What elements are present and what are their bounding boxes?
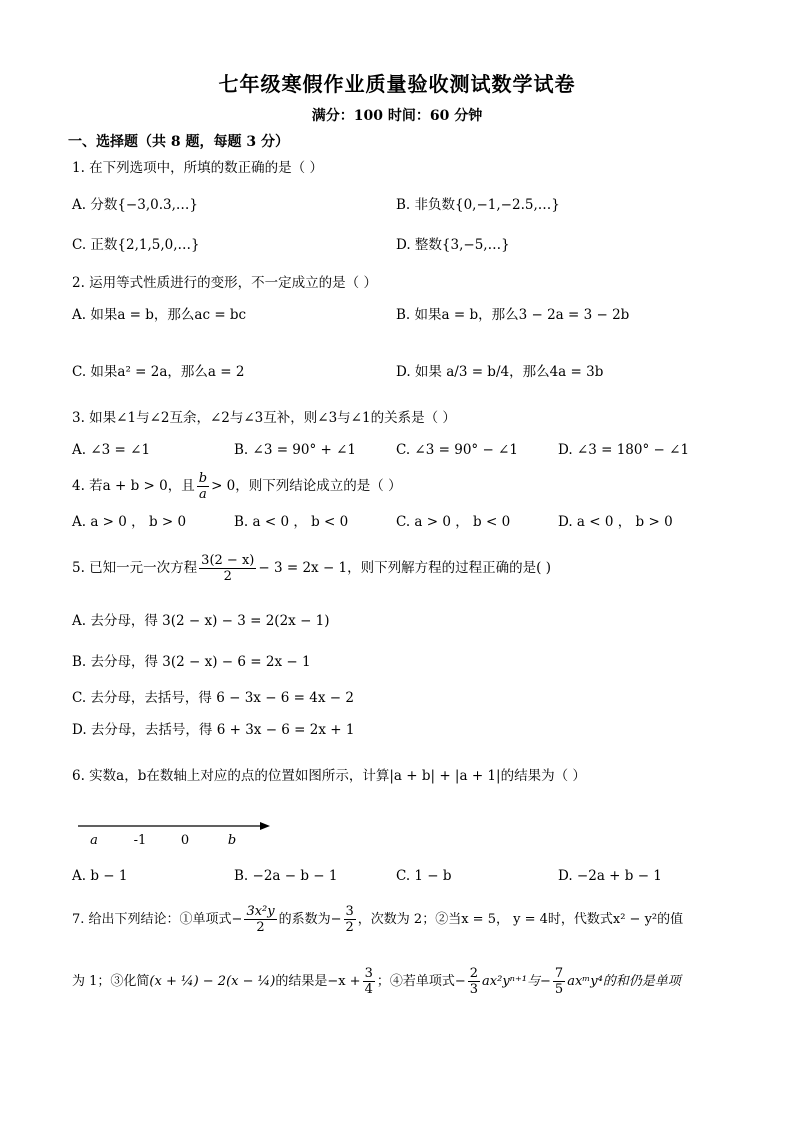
q7-l1-a: 7. 给出下列结论：①单项式−: [72, 912, 243, 927]
question-7-line-2: [72, 962, 681, 1002]
number-line-figure: [74, 812, 278, 852]
q7-l2-b: 的结果是−x +: [275, 974, 361, 989]
q7-l1-frac1-den: 2: [256, 920, 265, 935]
question-5-fraction-numerator: 3(2 − x): [201, 553, 255, 568]
question-6-option-b: B. −2a − b − 1: [234, 868, 338, 884]
q7-l2-frac2-num: 2: [469, 966, 479, 981]
question-5-fraction-denominator: 2: [223, 569, 232, 584]
question-6-option-a: A. b − 1: [72, 868, 128, 884]
question-6-stem: 6. 实数a，b在数轴上对应的点的位置如图所示，计算|a + b| + |a + 1|的结果为（ ）: [72, 768, 586, 784]
question-4-fraction-tail: > 0: [211, 478, 236, 494]
question-1-option-d: D. 整数{3,−5,…}: [396, 237, 510, 253]
q7-l1-frac1-num: 3x²y: [246, 904, 275, 919]
q7-l2-frac3: [553, 966, 565, 997]
page-title: 七年级寒假作业质量验收测试数学试卷: [218, 72, 576, 96]
question-5-stem-post: ，则下列解方程的过程正确的是( ): [347, 560, 551, 576]
question-1-option-b: B. 非负数{0,−1,−2.5,…}: [396, 197, 560, 213]
question-4-fraction-denominator: a: [199, 487, 207, 502]
q7-l2-a: 为 1；③化简: [72, 974, 150, 989]
question-2-option-d: D. 如果 a/3 = b/4，那么4a = 3b: [396, 364, 604, 380]
question-5-equation-tail: − 3 = 2x − 1: [258, 560, 348, 576]
question-4-stem: [72, 468, 402, 504]
question-5-stem: [72, 550, 551, 586]
axis-label-minus-one: -1: [133, 833, 147, 848]
question-4-option-b: B. a < 0 ， b < 0: [234, 514, 349, 530]
question-4-stem-pre: 4. 若a + b > 0，且: [72, 478, 195, 494]
q7-l1-frac2: [344, 904, 356, 935]
question-3-option-b: B. ∠3 = 90° + ∠1: [234, 442, 357, 458]
section-heading: 一、选择题（共 8 题，每题 3 分）: [68, 134, 289, 150]
q7-l2-e: axᵐy⁴的和仍是单项: [567, 974, 681, 989]
question-2-stem: 2. 运用等式性质进行的变形，不一定成立的是（ ）: [72, 275, 377, 291]
q7-l2-c: ；④若单项式−: [376, 974, 466, 989]
question-6-option-d: D. −2a + b − 1: [558, 868, 662, 884]
exam-meta: 满分：100 时间：60 分钟: [311, 108, 483, 124]
axis-label-a: a: [90, 833, 98, 848]
question-7-line-1: [72, 900, 683, 940]
question-4-fraction: [197, 471, 209, 502]
question-1-option-a: A. 分数{−3,0.3,…}: [72, 197, 198, 213]
q7-l2-expr1: (x + ¼) − 2(x − ¼): [149, 974, 276, 989]
q7-l2-frac3-den: 5: [554, 982, 564, 997]
q7-l2-frac1-den: 4: [364, 982, 373, 997]
question-4-stem-post: ，则下列结论成立的是（ ）: [235, 478, 402, 494]
q7-l1-frac2-den: 2: [345, 920, 354, 935]
q7-l1-frac1: [244, 904, 276, 935]
q7-l2-frac1: [363, 966, 375, 997]
question-3-option-d: D. ∠3 = 180° − ∠1: [558, 442, 690, 458]
question-5-option-a: A. 去分母，得 3(2 − x) − 3 = 2(2x − 1): [72, 613, 330, 629]
q7-l2-frac2: [468, 966, 480, 997]
question-3-option-a: A. ∠3 = ∠1: [72, 442, 151, 458]
q7-l1-c: ，次数为 2；②当x = 5， y = 4时，代数式x² − y²的值: [357, 912, 684, 927]
question-4-option-c: C. a > 0 ， b < 0: [396, 514, 511, 530]
q7-l1-frac2-num: 3: [345, 904, 354, 919]
q7-l2-frac3-num: 7: [554, 966, 564, 981]
question-4-option-a: A. a > 0 ， b > 0: [72, 514, 187, 530]
question-3-option-c: C. ∠3 = 90° − ∠1: [396, 442, 518, 458]
question-2-option-b: B. 如果a = b，那么3 − 2a = 3 − 2b: [396, 307, 630, 323]
question-1-stem: 1. 在下列选项中，所填的数正确的是（ ）: [72, 160, 323, 176]
question-5-option-b: B. 去分母，得 3(2 − x) − 6 = 2x − 1: [72, 654, 311, 670]
question-5-stem-pre: 5. 已知一元一次方程: [72, 560, 198, 576]
question-2-option-c: C. 如果a² = 2a，那么a = 2: [72, 364, 245, 380]
question-4-option-d: D. a < 0 ， b > 0: [558, 514, 673, 530]
question-3-stem: 3. 如果∠1与∠2互余，∠2与∠3互补，则∠3与∠1的关系是（ ）: [72, 410, 456, 426]
question-6-option-c: C. 1 − b: [396, 868, 452, 884]
question-4-fraction-numerator: b: [198, 471, 208, 486]
question-5-option-d: D. 去分母，去括号，得 6 + 3x − 6 = 2x + 1: [72, 722, 355, 738]
question-5-option-c: C. 去分母，去括号，得 6 − 3x − 6 = 4x − 2: [72, 690, 354, 706]
question-1-option-c: C. 正数{2,1,5,0,…}: [72, 237, 200, 253]
q7-l1-b: 的系数为−: [278, 912, 342, 927]
axis-label-zero: 0: [180, 833, 190, 848]
question-5-fraction: [199, 553, 256, 584]
q7-l2-d: ax²yⁿ⁺¹与−: [482, 974, 551, 989]
q7-l2-frac2-den: 3: [469, 982, 479, 997]
number-line-arrow-icon: [260, 822, 270, 830]
axis-label-b: b: [227, 833, 237, 848]
q7-l2-frac1-num: 3: [364, 966, 373, 981]
question-2-option-a: A. 如果a = b，那么ac = bc: [72, 307, 247, 323]
